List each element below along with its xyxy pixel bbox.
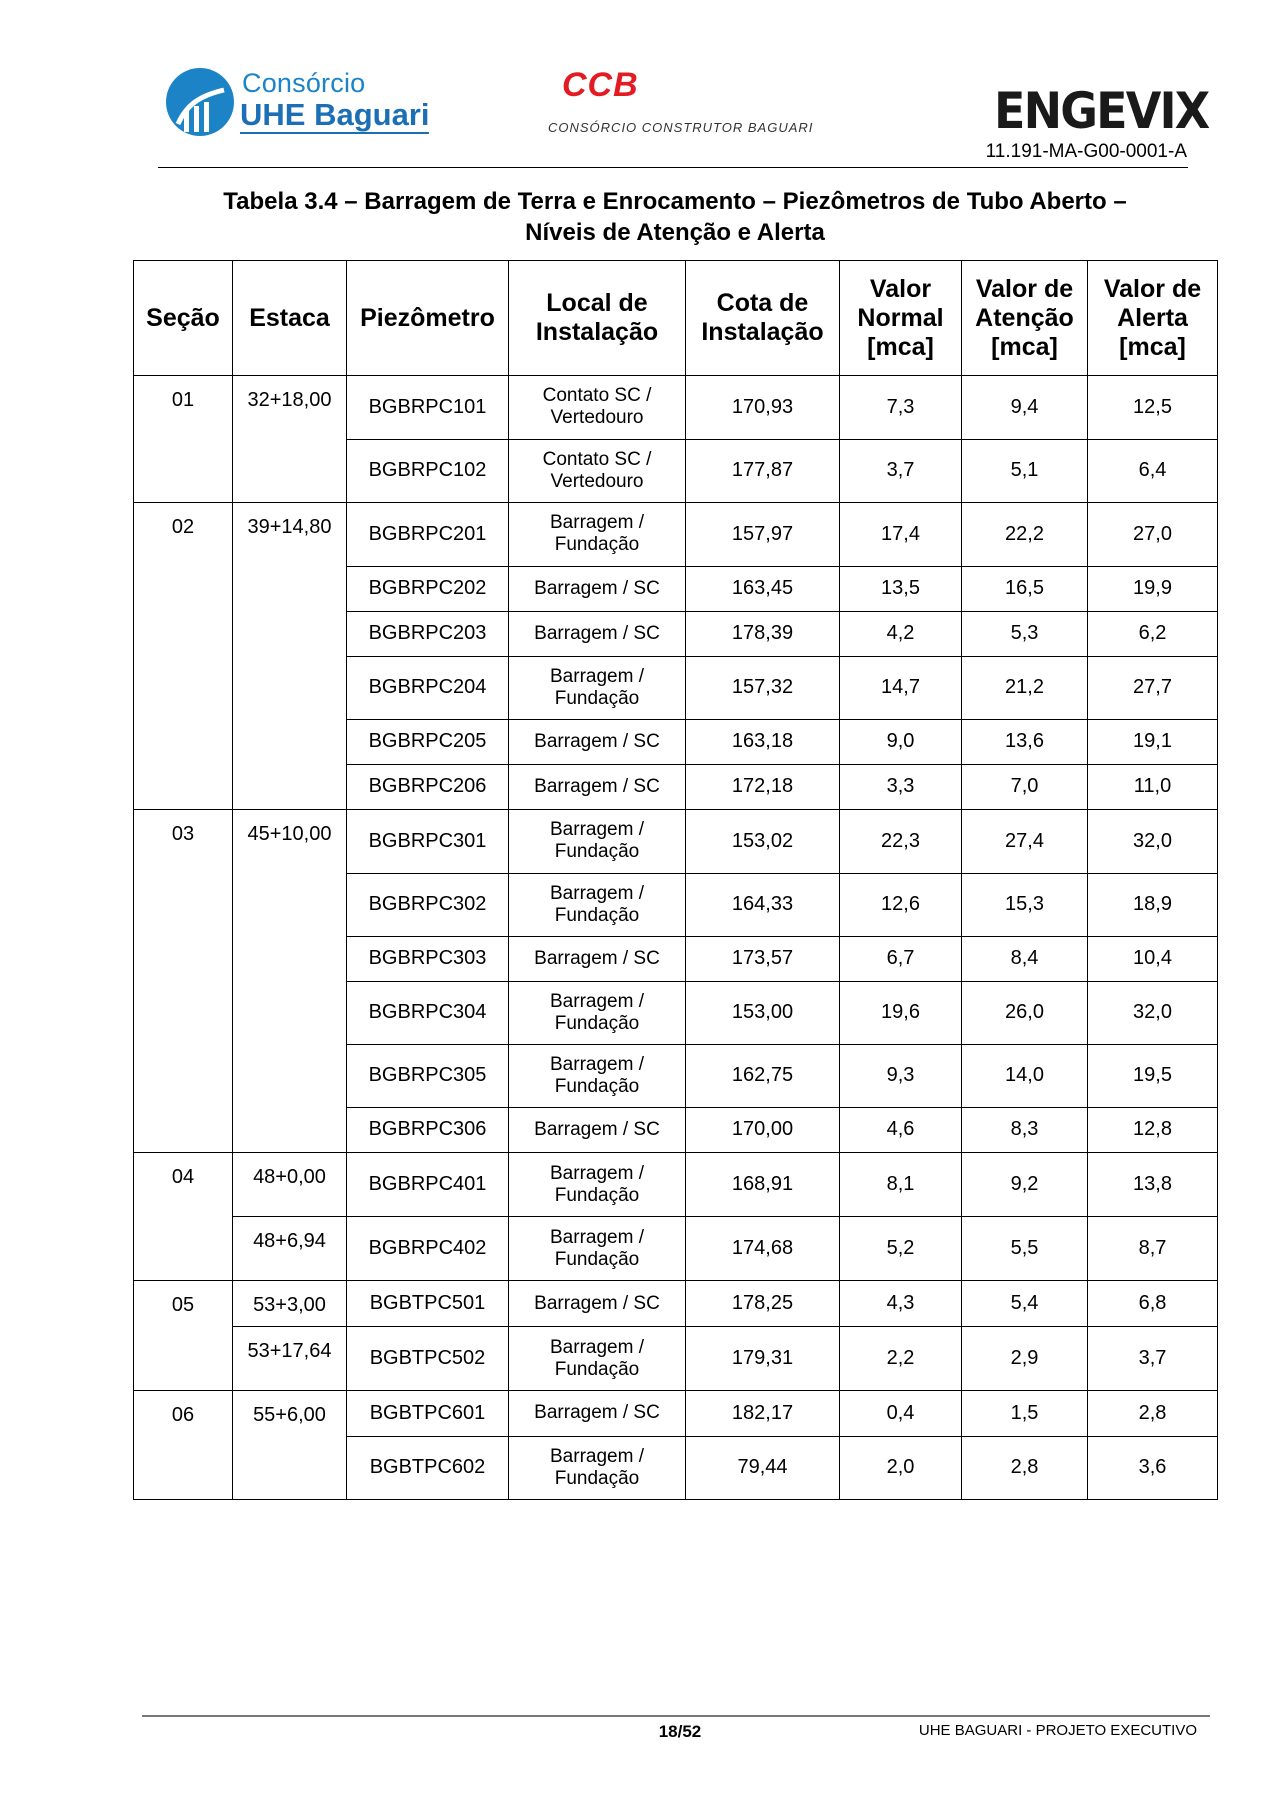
table-row — [134, 1217, 1218, 1281]
header-estaca: Estaca — [233, 261, 347, 376]
ccb-logo-name: CCB — [562, 66, 639, 104]
table-row — [134, 981, 1218, 1044]
cell-piezometro: BGBRPC202 — [347, 566, 509, 611]
cell-local — [509, 719, 686, 764]
cell-estaca: 55+6,00 — [233, 1391, 347, 1437]
cell-valor-atencao: 9,2 — [962, 1153, 1088, 1217]
cell-local — [509, 376, 686, 440]
cell-valor-alerta: 19,9 — [1088, 566, 1218, 611]
piezometer-table — [133, 260, 1218, 1500]
cell-cota: 170,00 — [686, 1107, 840, 1153]
cell-secao: 01 — [134, 376, 233, 440]
cell-valor-normal: 3,3 — [840, 764, 962, 810]
cell-estaca: 53+17,64 — [233, 1327, 347, 1391]
cell-valor-atencao: 27,4 — [962, 810, 1088, 874]
local-line1: Barragem / — [550, 819, 644, 841]
cell-valor-alerta: 13,8 — [1088, 1153, 1218, 1217]
table-title-line2: Níveis de Atenção e Alerta — [525, 219, 825, 246]
cell-valor-atencao: 22,2 — [962, 503, 1088, 567]
local-line2: Fundação — [554, 1184, 640, 1206]
consorcio-logo — [160, 62, 430, 142]
header-cota: Cota de Instalação — [686, 261, 840, 376]
cell-valor-atencao: 2,8 — [962, 1436, 1088, 1500]
cell-estaca: 32+18,00 — [233, 376, 347, 440]
logo-left-line1: Consórcio — [242, 68, 366, 98]
cell-estaca — [233, 936, 347, 981]
local-line1: Barragem / SC — [534, 1292, 660, 1314]
cell-valor-alerta: 12,5 — [1088, 376, 1218, 440]
header-valor-alerta: Valor de Alerta [mca] — [1088, 261, 1218, 376]
cell-local — [509, 1281, 686, 1327]
cell-valor-normal: 3,7 — [840, 439, 962, 503]
cell-estaca: 45+10,00 — [233, 810, 347, 874]
table-row — [134, 1436, 1218, 1500]
cell-cota: 168,91 — [686, 1153, 840, 1217]
cell-cota: 163,18 — [686, 719, 840, 764]
table-header-row — [134, 261, 1218, 376]
cell-cota: 163,45 — [686, 566, 840, 611]
cell-valor-alerta: 18,9 — [1088, 873, 1218, 936]
header-divider — [158, 167, 1188, 168]
cell-valor-normal: 14,7 — [840, 656, 962, 719]
cell-estaca — [233, 873, 347, 936]
cell-local — [509, 981, 686, 1044]
cell-valor-atencao: 5,4 — [962, 1281, 1088, 1327]
local-line1: Barragem / SC — [534, 947, 660, 969]
table-row — [134, 1153, 1218, 1217]
cell-piezometro: BGBRPC206 — [347, 764, 509, 810]
cell-secao — [134, 611, 233, 656]
cell-estaca — [233, 764, 347, 810]
table-row — [134, 439, 1218, 503]
table-row — [134, 1044, 1218, 1107]
table-row — [134, 873, 1218, 936]
local-line1: Barragem / SC — [534, 1402, 660, 1424]
cell-valor-normal: 6,7 — [840, 936, 962, 981]
cell-piezometro: BGBRPC203 — [347, 611, 509, 656]
cell-valor-normal: 2,2 — [840, 1327, 962, 1391]
cell-secao — [134, 566, 233, 611]
local-line1: Barragem / SC — [534, 577, 660, 599]
cell-cota: 79,44 — [686, 1436, 840, 1500]
cell-valor-normal: 22,3 — [840, 810, 962, 874]
cell-local — [509, 764, 686, 810]
cell-secao — [134, 1327, 233, 1391]
cell-valor-atencao: 8,3 — [962, 1107, 1088, 1153]
cell-secao — [134, 1044, 233, 1107]
cell-cota: 157,32 — [686, 656, 840, 719]
cell-valor-normal: 19,6 — [840, 981, 962, 1044]
cell-local — [509, 1044, 686, 1107]
cell-piezometro: BGBRPC201 — [347, 503, 509, 567]
cell-estaca — [233, 1107, 347, 1153]
cell-cota: 178,39 — [686, 611, 840, 656]
cell-cota: 157,97 — [686, 503, 840, 567]
cell-valor-normal: 2,0 — [840, 1436, 962, 1500]
cell-cota: 182,17 — [686, 1391, 840, 1437]
local-line1: Barragem / — [550, 1162, 644, 1184]
local-line2: Vertedouro — [550, 407, 644, 429]
logo-left-line2: UHE Baguari — [240, 97, 430, 132]
table-title-line1: Tabela 3.4 – Barragem de Terra e Enrocamento – Piezômetros de Tubo Aberto – — [223, 188, 1127, 215]
table-row — [134, 719, 1218, 764]
local-line1: Barragem / — [550, 1445, 644, 1467]
cell-valor-alerta: 32,0 — [1088, 981, 1218, 1044]
footer-divider — [142, 1715, 1210, 1717]
table-row — [134, 764, 1218, 810]
cell-secao: 03 — [134, 810, 233, 874]
cell-valor-alerta: 27,7 — [1088, 656, 1218, 719]
table-body — [134, 376, 1218, 1500]
local-line2: Fundação — [554, 1012, 640, 1034]
cell-valor-atencao: 16,5 — [962, 566, 1088, 611]
cell-valor-normal: 4,3 — [840, 1281, 962, 1327]
cell-piezometro: BGBTPC502 — [347, 1327, 509, 1391]
cell-piezometro: BGBRPC301 — [347, 810, 509, 874]
cell-local — [509, 1391, 686, 1437]
cell-valor-alerta: 6,8 — [1088, 1281, 1218, 1327]
cell-estaca — [233, 981, 347, 1044]
header-secao: Seção — [134, 261, 233, 376]
cell-secao — [134, 439, 233, 503]
local-line2: Fundação — [554, 904, 640, 926]
cell-valor-alerta: 19,5 — [1088, 1044, 1218, 1107]
page-number: 18/52 — [658, 1722, 702, 1741]
cell-valor-normal: 7,3 — [840, 376, 962, 440]
cell-secao — [134, 764, 233, 810]
local-line2: Fundação — [554, 687, 640, 709]
cell-valor-atencao: 9,4 — [962, 376, 1088, 440]
cell-local — [509, 873, 686, 936]
table-row — [134, 1391, 1218, 1437]
cell-estaca — [233, 1044, 347, 1107]
cell-valor-alerta: 8,7 — [1088, 1217, 1218, 1281]
cell-valor-normal: 17,4 — [840, 503, 962, 567]
cell-cota: 172,18 — [686, 764, 840, 810]
cell-secao: 05 — [134, 1281, 233, 1327]
cell-valor-alerta: 6,4 — [1088, 439, 1218, 503]
local-line2: Fundação — [554, 534, 640, 556]
cell-secao — [134, 1107, 233, 1153]
cell-valor-alerta: 6,2 — [1088, 611, 1218, 656]
cell-valor-normal: 13,5 — [840, 566, 962, 611]
cell-piezometro: BGBRPC402 — [347, 1217, 509, 1281]
cell-cota: 164,33 — [686, 873, 840, 936]
local-line1: Barragem / — [550, 1226, 644, 1248]
table-row — [134, 810, 1218, 874]
cell-secao: 04 — [134, 1153, 233, 1217]
cell-secao: 06 — [134, 1391, 233, 1437]
cell-valor-atencao: 5,1 — [962, 439, 1088, 503]
cell-valor-atencao: 8,4 — [962, 936, 1088, 981]
consorcio-logo-mark-icon — [164, 66, 236, 138]
cell-valor-normal: 8,1 — [840, 1153, 962, 1217]
table-row — [134, 611, 1218, 656]
local-line1: Barragem / — [550, 512, 644, 534]
cell-piezometro: BGBRPC401 — [347, 1153, 509, 1217]
ccb-logo-subtitle: CONSÓRCIO CONSTRUTOR BAGUARI — [548, 120, 814, 135]
local-line1: Barragem / SC — [534, 622, 660, 644]
cell-valor-atencao: 13,6 — [962, 719, 1088, 764]
cell-secao — [134, 873, 233, 936]
local-line1: Barragem / — [550, 665, 644, 687]
cell-valor-alerta: 12,8 — [1088, 1107, 1218, 1153]
local-line2: Fundação — [554, 1467, 640, 1489]
table-row — [134, 936, 1218, 981]
cell-valor-normal: 0,4 — [840, 1391, 962, 1437]
table-row — [134, 1281, 1218, 1327]
cell-valor-normal: 9,0 — [840, 719, 962, 764]
cell-secao: 02 — [134, 503, 233, 567]
cell-cota: 173,57 — [686, 936, 840, 981]
cell-secao — [134, 981, 233, 1044]
cell-estaca — [233, 1436, 347, 1500]
cell-local — [509, 503, 686, 567]
local-line2: Fundação — [554, 1358, 640, 1380]
cell-valor-alerta: 10,4 — [1088, 936, 1218, 981]
local-line1: Barragem / — [550, 882, 644, 904]
cell-local — [509, 1217, 686, 1281]
cell-valor-normal: 12,6 — [840, 873, 962, 936]
cell-valor-atencao: 5,3 — [962, 611, 1088, 656]
cell-piezometro: BGBRPC205 — [347, 719, 509, 764]
cell-local — [509, 1153, 686, 1217]
cell-local — [509, 810, 686, 874]
cell-cota: 177,87 — [686, 439, 840, 503]
table-row — [134, 1327, 1218, 1391]
cell-estaca — [233, 719, 347, 764]
local-line1: Contato SC / — [542, 385, 652, 407]
cell-estaca — [233, 656, 347, 719]
cell-cota: 153,00 — [686, 981, 840, 1044]
table-row — [134, 376, 1218, 440]
cell-cota: 179,31 — [686, 1327, 840, 1391]
header-valor-atencao: Valor de Atenção [mca] — [962, 261, 1088, 376]
ccb-logo — [548, 66, 838, 146]
engevix-logo: ENGEVIX — [994, 82, 1209, 140]
cell-estaca — [233, 611, 347, 656]
local-line2: Fundação — [554, 841, 640, 863]
cell-piezometro: BGBRPC305 — [347, 1044, 509, 1107]
table-title — [160, 186, 1190, 248]
cell-valor-atencao: 21,2 — [962, 656, 1088, 719]
cell-secao — [134, 936, 233, 981]
cell-estaca — [233, 566, 347, 611]
cell-valor-atencao: 15,3 — [962, 873, 1088, 936]
cell-piezometro: BGBRPC303 — [347, 936, 509, 981]
cell-valor-atencao: 14,0 — [962, 1044, 1088, 1107]
cell-valor-atencao: 26,0 — [962, 981, 1088, 1044]
cell-piezometro: BGBTPC501 — [347, 1281, 509, 1327]
cell-estaca: 48+6,94 — [233, 1217, 347, 1281]
cell-valor-atencao: 5,5 — [962, 1217, 1088, 1281]
cell-cota: 170,93 — [686, 376, 840, 440]
local-line1: Barragem / — [550, 1053, 644, 1075]
header-valor-normal: Valor Normal [mca] — [840, 261, 962, 376]
local-line1: Barragem / SC — [534, 775, 660, 797]
cell-valor-normal: 5,2 — [840, 1217, 962, 1281]
cell-local — [509, 566, 686, 611]
cell-cota: 162,75 — [686, 1044, 840, 1107]
cell-estaca: 48+0,00 — [233, 1153, 347, 1217]
cell-cota: 178,25 — [686, 1281, 840, 1327]
document-number: 11.191-MA-G00-0001-A — [985, 141, 1187, 162]
cell-local — [509, 1436, 686, 1500]
cell-local — [509, 1327, 686, 1391]
cell-valor-alerta: 3,7 — [1088, 1327, 1218, 1391]
cell-piezometro: BGBRPC102 — [347, 439, 509, 503]
local-line2: Fundação — [554, 1248, 640, 1270]
local-line1: Barragem / SC — [534, 730, 660, 752]
local-line1: Barragem / — [550, 1336, 644, 1358]
table-row — [134, 566, 1218, 611]
cell-valor-normal: 9,3 — [840, 1044, 962, 1107]
local-line1: Barragem / — [550, 990, 644, 1012]
cell-local — [509, 439, 686, 503]
footer-project: UHE BAGUARI - PROJETO EXECUTIVO — [918, 1722, 1197, 1739]
table-row — [134, 1107, 1218, 1153]
local-line2: Fundação — [554, 1075, 640, 1097]
cell-valor-alerta: 19,1 — [1088, 719, 1218, 764]
cell-cota: 174,68 — [686, 1217, 840, 1281]
header-piezometro: Piezômetro — [347, 261, 509, 376]
cell-estaca: 53+3,00 — [233, 1281, 347, 1327]
cell-valor-normal: 4,2 — [840, 611, 962, 656]
header-local: Local de Instalação — [509, 261, 686, 376]
cell-secao — [134, 719, 233, 764]
cell-valor-atencao: 1,5 — [962, 1391, 1088, 1437]
cell-secao — [134, 656, 233, 719]
cell-estaca — [233, 439, 347, 503]
cell-local — [509, 656, 686, 719]
cell-local — [509, 936, 686, 981]
cell-valor-alerta: 32,0 — [1088, 810, 1218, 874]
cell-secao — [134, 1217, 233, 1281]
table-row — [134, 503, 1218, 567]
cell-piezometro: BGBRPC204 — [347, 656, 509, 719]
cell-valor-atencao: 2,9 — [962, 1327, 1088, 1391]
cell-local — [509, 1107, 686, 1153]
local-line2: Vertedouro — [550, 470, 644, 492]
cell-estaca: 39+14,80 — [233, 503, 347, 567]
cell-cota: 153,02 — [686, 810, 840, 874]
cell-piezometro: BGBRPC302 — [347, 873, 509, 936]
cell-secao — [134, 1436, 233, 1500]
local-line1: Barragem / SC — [534, 1118, 660, 1140]
cell-valor-alerta: 27,0 — [1088, 503, 1218, 567]
cell-valor-normal: 4,6 — [840, 1107, 962, 1153]
cell-piezometro: BGBRPC304 — [347, 981, 509, 1044]
cell-local — [509, 611, 686, 656]
table-row — [134, 656, 1218, 719]
cell-piezometro: BGBRPC101 — [347, 376, 509, 440]
cell-piezometro: BGBTPC601 — [347, 1391, 509, 1437]
cell-valor-atencao: 7,0 — [962, 764, 1088, 810]
local-line1: Contato SC / — [542, 448, 652, 470]
cell-valor-alerta: 3,6 — [1088, 1436, 1218, 1500]
cell-valor-alerta: 2,8 — [1088, 1391, 1218, 1437]
cell-valor-alerta: 11,0 — [1088, 764, 1218, 810]
cell-piezometro: BGBTPC602 — [347, 1436, 509, 1500]
cell-piezometro: BGBRPC306 — [347, 1107, 509, 1153]
